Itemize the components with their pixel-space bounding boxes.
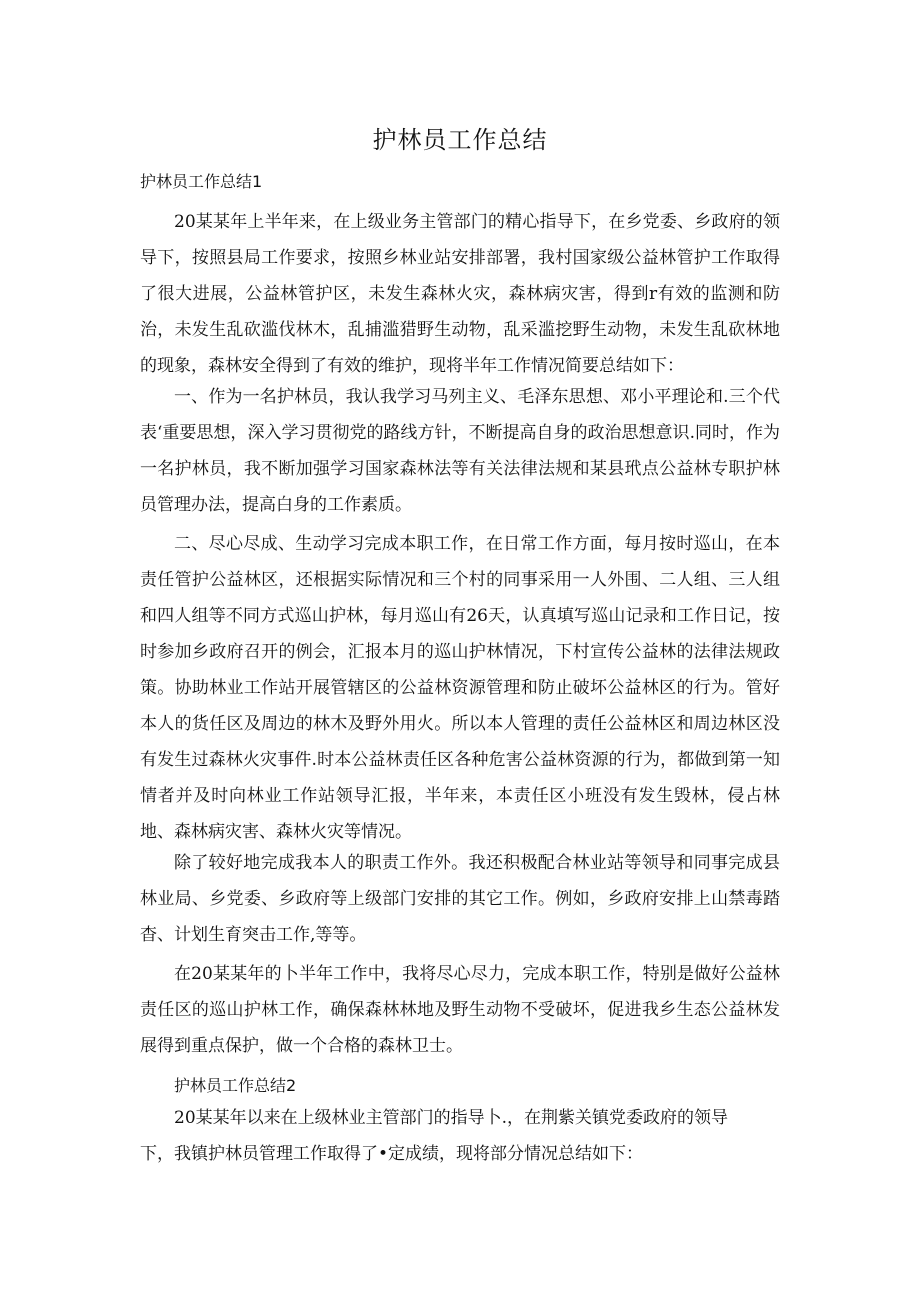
section-heading-2: 护林员工作总结2 xyxy=(174,1076,297,1095)
document-title: 护林员工作总结 xyxy=(372,126,548,154)
section-heading-1: 护林员工作总结1 xyxy=(140,172,263,191)
section2-line-2: 下，我镇护林员管理工作取得了•定成绩，现将部分情况总结如下： xyxy=(140,1144,644,1164)
paragraph-2: 一、作为一名护林员，我认我学习马列主义、毛泽东思想、邓小平理论和.三个代表‘重要思想，深入学习贯彻党的路线方针，不断提高自身的政治思想意识.同时，作为一名护林员，我不断加强学习国家森林法等有关法律法规和某县玳点公益林专职护林员管理办法，提高白身的工作素质。 xyxy=(140,387,780,515)
paragraph-1: 20某某年上半年来，在上级业务主管部门的精心指导下，在乡党委、乡政府的领导下，按照县局工作要求，按照乡林业站安排部署，我村国家级公益林管护工作取得了很大进展，公益林管护区，未发生森林火灾，森林病灾害，得到r有效的监测和防治，未发生乱砍滥伐林木，乱捕滥猎野生动物，乱采滥挖野生动物，未发生乱砍林地的现象，森林安全得到了有效的维护，现将半年工作情况简要总结如下： xyxy=(140,212,780,376)
paragraph-4: 除了较好地完成我本人的职责工作外。我还积极配合林业站等领导和同事完成县林业局、乡党委、乡政府等上级部门安排的其它工作。例如，乡政府安排上山禁毒踏杳、计划生育突击工作,等等。 xyxy=(140,853,780,945)
section2-line-1: 20某某年以来在上级林业主管部门的指导卜.，在荆紫关镇党委政府的领导 xyxy=(174,1108,729,1128)
paragraph-3: 二、尽心尽成、生动学习完成本职工作，在日常工作方面，每月按时巡山，在本责任管护公益林区，还根据实际情况和三个村的同事采用一人外围、二人组、三人组和四人组等不同方式巡山护林，每月巡山有26天，认真填写巡山记录和工作日记，按时参加乡政府召开的例会，汇报本月的巡山护林情况，下村宣传公益林的法律法规政策。协助林业工作站开展管辖区的公益林资源管理和防止破坏公益林区的行为。管好本人的货任区及周边的林木及野外用火。所以本人管理的责任公益林区和周边林区没有发生过森林火灾事件.时本公益林责任区各种危害公益林资源的行为，都做到第一知情者并及时向林业工作站领导汇报，半年来，本责任区小班没有发生毁林，侵占林地、森林病灾害、森林火灾等情况。 xyxy=(140,534,780,842)
paragraph-5: 在20某某年的卜半年工作中，我将尽心尽力，完成本职工作，特别是做好公益林责任区的巡山护林工作，确保森林林地及野生动物不受破坏，促进我乡生态公益林发展得到重点保护，做一个合格的森林卫士。 xyxy=(140,964,780,1056)
